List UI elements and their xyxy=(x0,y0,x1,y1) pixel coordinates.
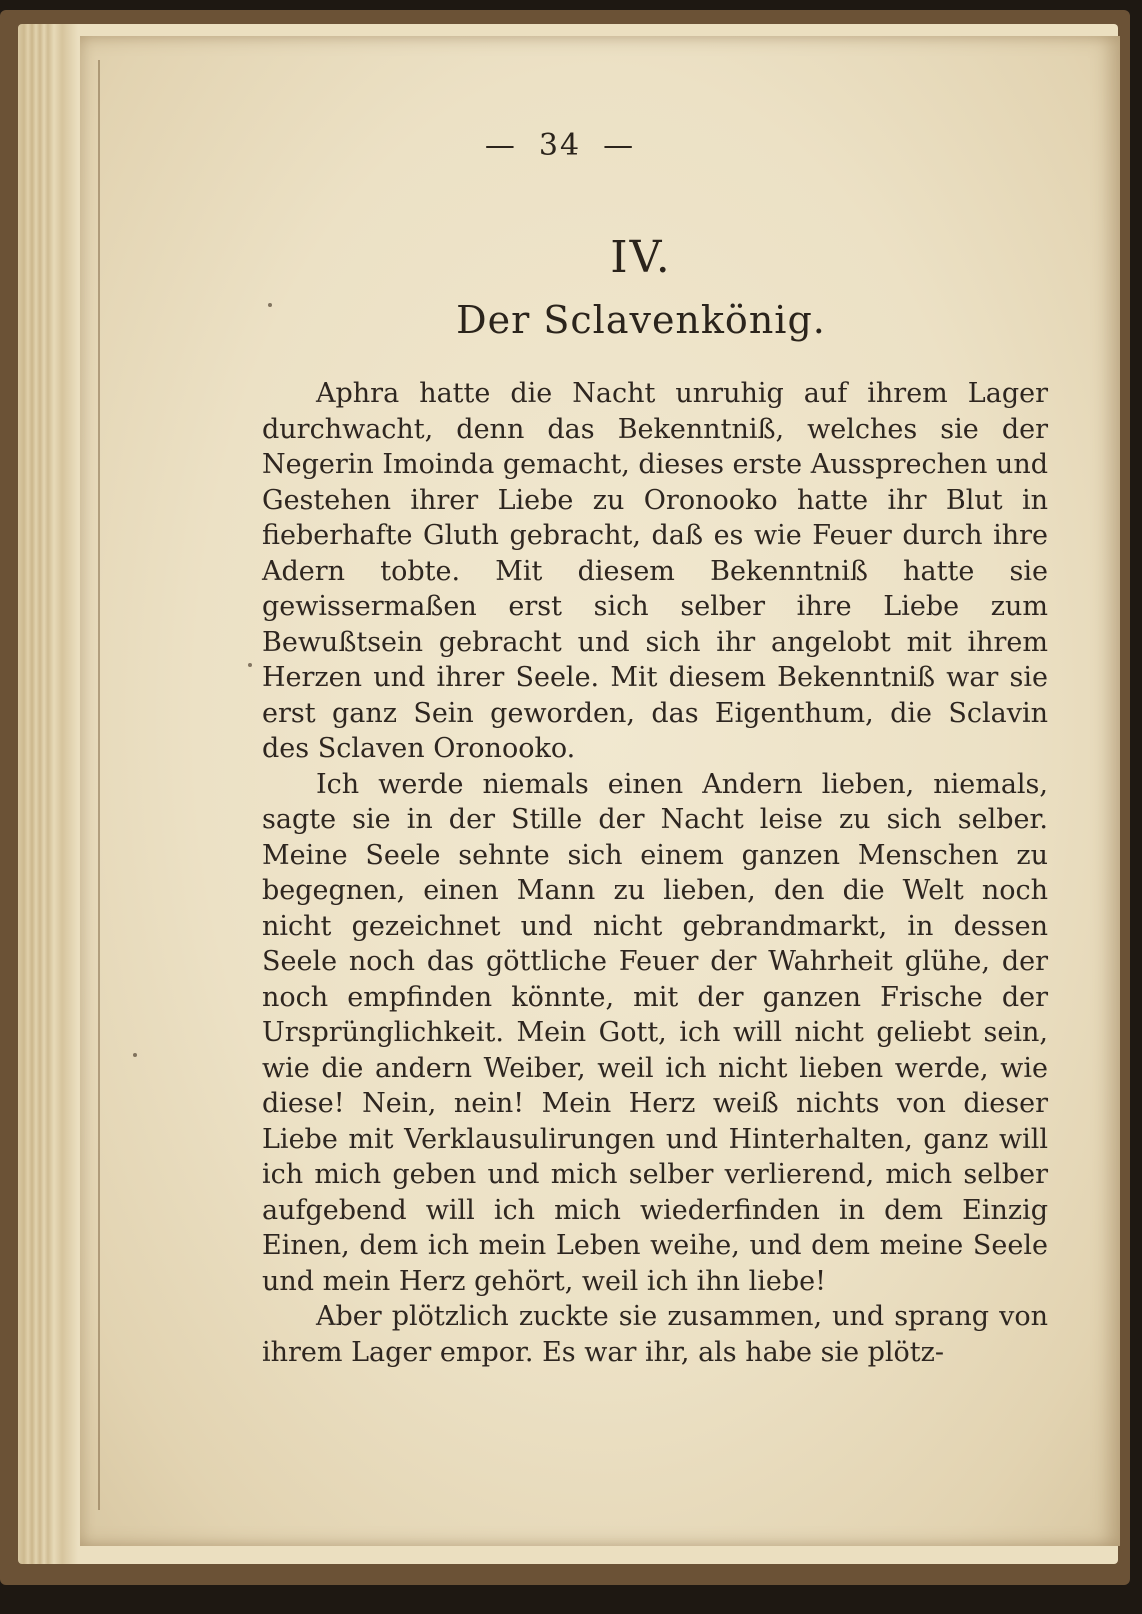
page-number-dash-right: — xyxy=(603,128,636,163)
body-text xyxy=(262,376,1048,1370)
page-number xyxy=(0,128,1120,163)
ink-speck xyxy=(248,663,252,667)
page-number-value: 34 xyxy=(538,128,582,163)
ink-speck xyxy=(133,1053,137,1057)
paragraph-2: Ich werde niemals einen Andern lieben, niemals, sagte sie in der Stille der Nacht leise zu sich selber. Meine Seele sehnte sich einem ganzen Menschen zu begegnen, einen Mann zu lieben, den die Welt noch nicht gezeichnet und nicht gebrandmarkt, in dessen Seele noch das göttliche Feuer der Wahrheit glühe, der noch empfinden könnte, mit der ganzen Frische der Ursprünglichkeit. Mein Gott, ich will nicht geliebt sein, wie die andern Weiber, weil ich nicht lieben werde, wie diese! Nein, nein! Mein Herz weiß nichts von dieser Liebe mit Verklausulirungen und Hinterhalten, ganz will ich mich geben und mich selber verlierend, mich selber aufgebend will ich mich wiederfinden in dem Einzig Einen, dem ich mein Leben weihe, und dem meine Seele und mein Herz gehört, weil ich ihn liebe! xyxy=(262,768,1048,1297)
chapter-numeral: IV. xyxy=(610,232,672,283)
paragraph-3: Aber plötzlich zuckte sie zusammen, und sprang von ihrem Lager empor. Es war ihr, als habe sie plötz- xyxy=(262,1301,1048,1368)
ink-speck xyxy=(268,303,272,307)
paragraph-1: Aphra hatte die Nacht unruhig auf ihrem Lager durchwacht, denn das Bekenntniß, welches sie der Negerin Imoinda gemacht, dieses erste Aussprechen und Gestehen ihrer Liebe zu Oronooko hatte ihr Blut in fieberhafte Gluth gebracht, daß es wie Feuer durch ihre Adern tobte. Mit diesem Bekenntniß hatte sie gewissermaßen erst sich selber ihre Liebe zum Bewußtsein gebracht und sich ihr angelobt mit ihrem Herzen und ihrer Seele. Mit diesem Bekenntniß war sie erst ganz Sein geworden, das Eigenthum, die Sclavin des Sclaven Oronooko. xyxy=(262,378,1048,764)
chapter-title: Der Sclavenkönig. xyxy=(456,298,826,342)
page-number-dash-left: — xyxy=(484,128,517,163)
